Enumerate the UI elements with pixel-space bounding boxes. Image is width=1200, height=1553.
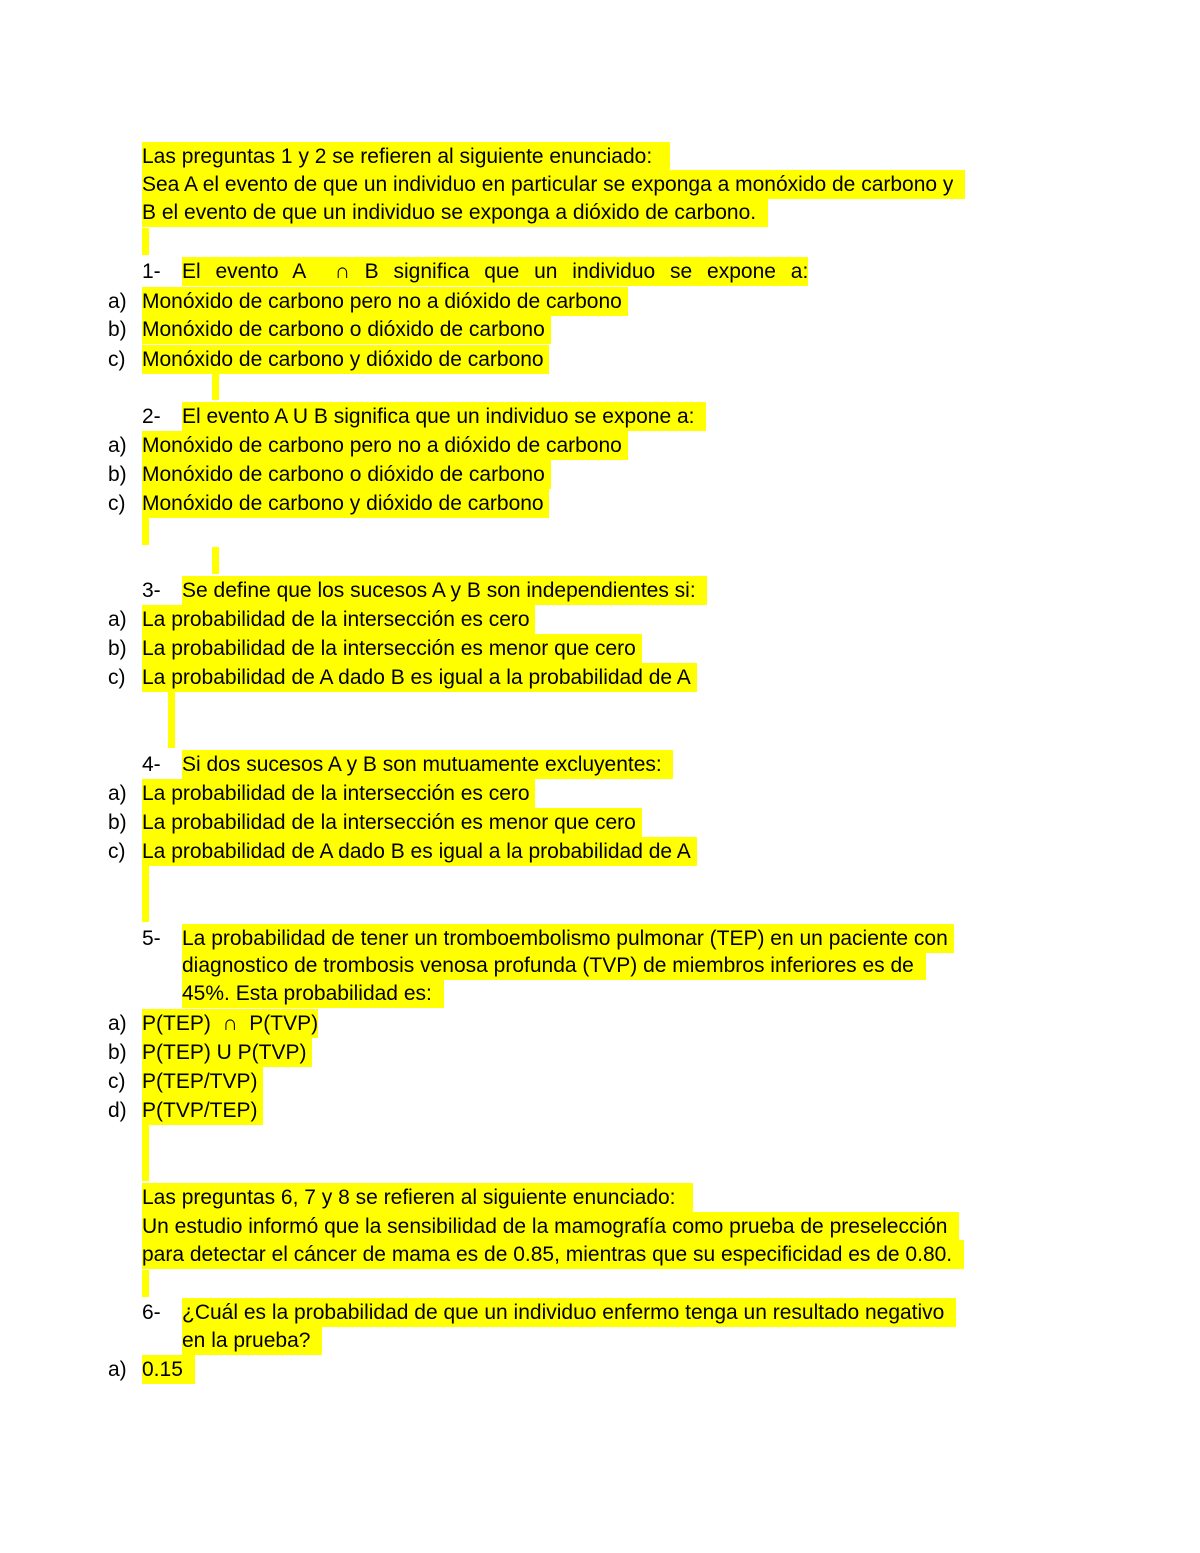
question-text-line1: La probabilidad de tener un tromboembolismo pulmonar (TEP) en un paciente con <box>182 924 954 953</box>
option-letter: c) <box>108 840 126 863</box>
question-number: 4- <box>142 753 161 776</box>
option-letter: c) <box>108 1070 126 1093</box>
option-letter: a) <box>108 1358 127 1381</box>
option-letter: c) <box>108 492 126 515</box>
option-letter: b) <box>108 463 127 486</box>
option-letter: b) <box>108 1041 127 1064</box>
option-text: La probabilidad de la intersección es cero <box>142 605 535 634</box>
option-text: Monóxido de carbono o dióxido de carbono <box>142 460 551 489</box>
option-text: P(TEP) ∩ P(TVP) <box>142 1009 318 1038</box>
option-text: Monóxido de carbono y dióxido de carbono <box>142 345 549 374</box>
empty-paragraph-mark <box>142 1270 149 1297</box>
intro2-line2: Un estudio informó que la sensibilidad de la mamografía como prueba de preselección <box>142 1212 959 1241</box>
option-text: P(TEP/TVP) <box>142 1067 263 1096</box>
empty-paragraph-mark <box>212 374 219 400</box>
option-text: P(TEP) U P(TVP) <box>142 1038 312 1067</box>
intro2-line3: para detectar el cáncer de mama es de 0.85, mientras que su especificidad es de 0.80. <box>142 1240 964 1269</box>
question-number: 6- <box>142 1301 161 1324</box>
intro1-line2: Sea A el evento de que un individuo en particular se exponga a monóxido de carbono y <box>142 170 965 199</box>
option-letter: a) <box>108 434 127 457</box>
empty-paragraph-mark <box>142 228 149 255</box>
option-text: Monóxido de carbono pero no a dióxido de carbono <box>142 287 628 316</box>
empty-paragraph-mark <box>142 518 149 545</box>
option-letter: b) <box>108 811 127 834</box>
empty-paragraph-mark <box>212 547 219 574</box>
question-text: Si dos sucesos A y B son mutuamente excluyentes: <box>182 750 673 779</box>
option-text: La probabilidad de la intersección es cero <box>142 779 535 808</box>
option-text: 0.15 <box>142 1355 195 1384</box>
empty-paragraph-mark <box>142 1125 149 1181</box>
question-text: Se define que los sucesos A y B son independientes si: <box>182 576 707 605</box>
empty-paragraph-mark <box>168 692 175 748</box>
question-text: El evento A U B significa que un individuo se expone a: <box>182 402 706 431</box>
option-text: La probabilidad de la intersección es menor que cero <box>142 634 642 663</box>
question-text-line2: diagnostico de trombosis venosa profunda (TVP) de miembros inferiores es de <box>182 951 926 980</box>
question-text-line1: ¿Cuál es la probabilidad de que un individuo enfermo tenga un resultado negativo <box>182 1298 956 1327</box>
option-letter: d) <box>108 1099 127 1122</box>
question-number: 1- <box>142 260 161 283</box>
intro2-line1: Las preguntas 6, 7 y 8 se refieren al siguiente enunciado: <box>142 1183 693 1212</box>
option-text: La probabilidad de la intersección es menor que cero <box>142 808 642 837</box>
option-letter: a) <box>108 290 127 313</box>
option-letter: a) <box>108 782 127 805</box>
option-text: La probabilidad de A dado B es igual a la probabilidad de A <box>142 663 697 692</box>
question-number: 2- <box>142 405 161 428</box>
intro1-line1: Las preguntas 1 y 2 se refieren al siguiente enunciado: <box>142 142 670 171</box>
question-text: El evento A ∩ B significa que un individuo se expone a: <box>182 257 808 286</box>
question-number: 3- <box>142 579 161 602</box>
option-text: Monóxido de carbono o dióxido de carbono <box>142 315 551 344</box>
intro1-line3: B el evento de que un individuo se exponga a dióxido de carbono. <box>142 198 768 227</box>
option-letter: c) <box>108 666 126 689</box>
option-letter: b) <box>108 318 127 341</box>
question-text-line2: en la prueba? <box>182 1326 322 1355</box>
option-text: La probabilidad de A dado B es igual a la probabilidad de A <box>142 837 697 866</box>
option-letter: c) <box>108 348 126 371</box>
question-text-line3: 45%. Esta probabilidad es: <box>182 979 444 1008</box>
option-text: Monóxido de carbono y dióxido de carbono <box>142 489 549 518</box>
option-text: Monóxido de carbono pero no a dióxido de carbono <box>142 431 628 460</box>
option-text: P(TVP/TEP) <box>142 1096 263 1125</box>
empty-paragraph-mark <box>142 866 149 922</box>
option-letter: a) <box>108 608 127 631</box>
option-letter: b) <box>108 637 127 660</box>
question-number: 5- <box>142 927 161 950</box>
option-letter: a) <box>108 1012 127 1035</box>
